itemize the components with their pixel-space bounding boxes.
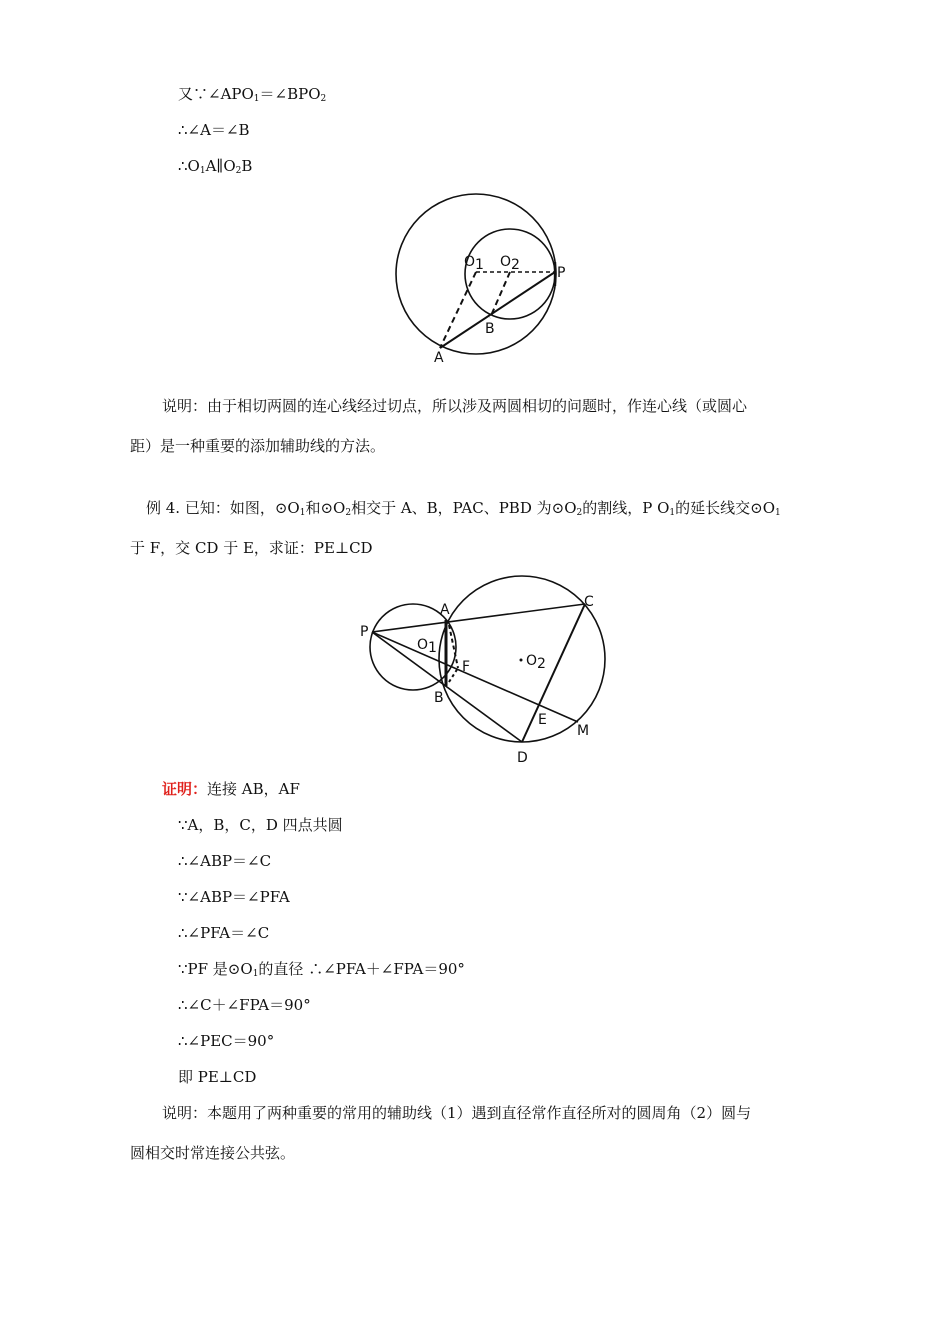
label-c: C	[584, 594, 594, 610]
label-d: D	[517, 750, 528, 766]
line-pc	[372, 604, 585, 632]
figure-tangent-circles	[380, 190, 590, 370]
label-f: F	[462, 659, 471, 675]
label-o2: O2	[526, 653, 546, 672]
label-a: A	[440, 602, 450, 618]
figure-intersecting-circles	[355, 570, 610, 770]
proof-label: 证明：	[162, 780, 208, 798]
example4-line1: 例 4. 已知：如图，$⊙O_1$和$⊙O_2$相交于 A、B，PAC、PBD 为$⊙O_2$的割线，P $O_1$的延长线交$⊙O_1$	[146, 499, 781, 518]
proof2-step1: ∵A，B，C，D 四点共圆	[178, 816, 343, 834]
label-m: M	[577, 723, 590, 739]
proof2-step2: ∴∠ABP＝∠C	[178, 852, 272, 870]
center-o2-dot	[520, 659, 523, 662]
label-o1: O1	[417, 637, 437, 656]
label-p: P	[360, 624, 369, 640]
line-bf-dashed	[449, 668, 458, 682]
label-b: B	[434, 690, 444, 706]
label-o2: O2	[500, 254, 520, 273]
label-p: P	[557, 265, 566, 281]
line-o2-b	[490, 272, 510, 318]
proof2-step7: ∴∠PEC＝90°	[178, 1032, 275, 1050]
label-o1: O1	[464, 254, 484, 273]
proof-line-parallel: $\therefore O_1A\parallel O_2B$	[178, 157, 253, 176]
label-a: A	[434, 350, 444, 366]
label-b: B	[485, 321, 495, 337]
proof2-step3: ∵∠ABP＝∠PFA	[178, 888, 290, 906]
note2-line2: 圆相交时常连接公共弦。	[130, 1144, 296, 1162]
proof2-step8: 即 PE⊥CD	[178, 1068, 257, 1086]
example4-line2: 于 F，交 CD 于 E，求证：PE⊥CD	[130, 539, 373, 557]
proof2-heading: 证明：连接 AB，AF	[162, 780, 300, 798]
label-e: E	[538, 712, 547, 728]
proof-line-angle-apo1: 又$\because\angle APO_1=\angle BPO_2$	[178, 85, 327, 104]
proof2-step6: ∴∠C＋∠FPA＝90°	[178, 996, 311, 1014]
note2-line1: 说明：本题用了两种重要的常用的辅助线（1）遇到直径常作直径所对的圆周角（2）圆与	[162, 1104, 752, 1122]
proof2-step5: ∵PF 是$⊙O_1$的直径 ∴∠PFA＋∠FPA＝90°	[178, 960, 465, 979]
proof-line-angle-a: ∴∠A＝∠B	[178, 121, 250, 139]
note1-line1: 说明：由于相切两圆的连心线经过切点，所以涉及两圆相切的问题时，作连心线（或圆心	[162, 397, 748, 415]
note1-line2: 距）是一种重要的添加辅助线的方法。	[130, 437, 386, 455]
proof2-step4: ∴∠PFA＝∠C	[178, 924, 270, 942]
